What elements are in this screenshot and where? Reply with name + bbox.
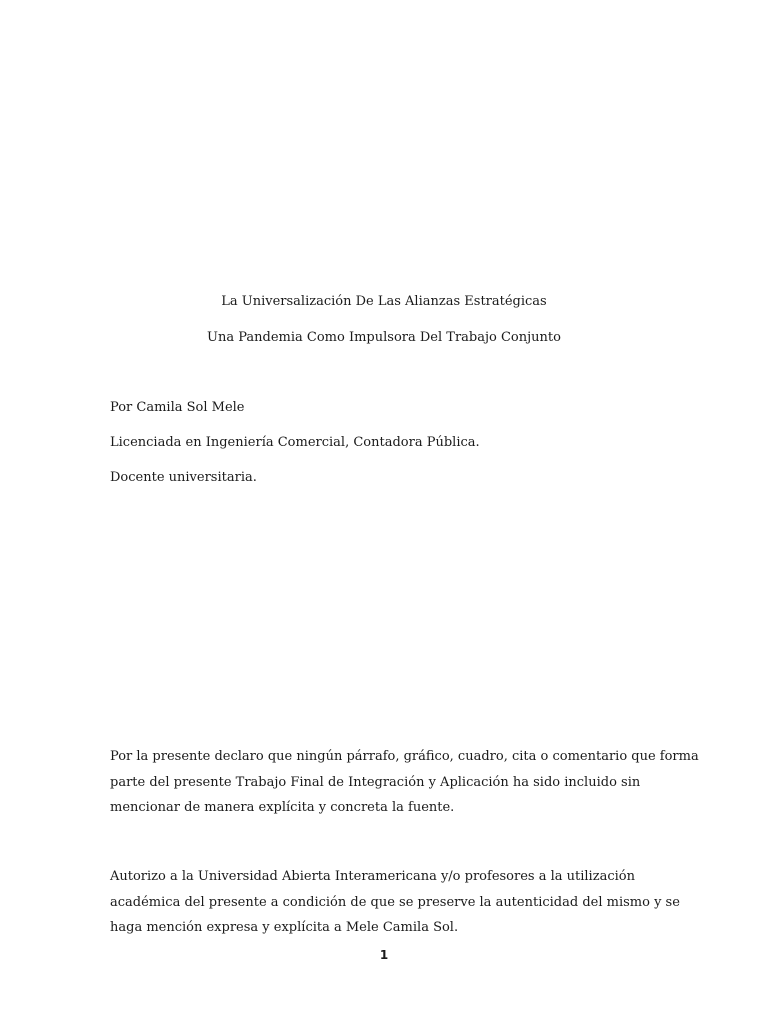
declaration-paragraph bbox=[110, 744, 699, 821]
declaration-line: parte del presente Trabajo Final de Integración y Aplicación ha sido incluido sin bbox=[110, 774, 641, 790]
authorization-paragraph bbox=[110, 864, 680, 941]
document-title: La Universalización De Las Alianzas Estratégicas bbox=[221, 294, 547, 309]
author-line: Por Camila Sol Mele bbox=[110, 400, 245, 415]
authorization-line: Autorizo a la Universidad Abierta Interamericana y/o profesores a la utilización bbox=[110, 869, 635, 884]
declaration-line: mencionar de manera explícita y concreta la fuente. bbox=[110, 800, 455, 815]
declaration-line: Por la presente declaro que ningún párrafo, gráfico, cuadro, cita o comentario que forma bbox=[110, 749, 699, 764]
authorization-line: académica del presente a condición de que se preserve la autenticidad del mismo y se bbox=[110, 894, 680, 910]
credentials-line: Licenciada en Ingeniería Comercial, Contadora Pública. bbox=[110, 435, 480, 450]
role-line: Docente universitaria. bbox=[110, 470, 257, 485]
page-number: 1 bbox=[379, 948, 389, 962]
authorization-line: haga mención expresa y explícita a Mele Camila Sol. bbox=[110, 920, 459, 935]
document-subtitle: Una Pandemia Como Impulsora Del Trabajo Conjunto bbox=[207, 330, 561, 345]
